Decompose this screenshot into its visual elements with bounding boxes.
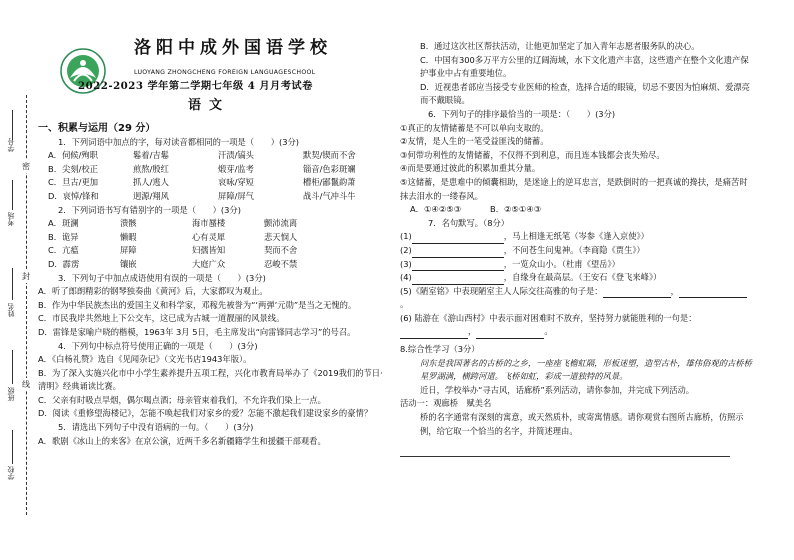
q7-line-6: (6) 陆游在《游山西村》中表示面对困难时不放弃，坚持努力就能胜利的一句是：， 。 — [400, 312, 752, 339]
seal-char-1: 密 — [22, 162, 30, 171]
binding-gutter — [0, 0, 40, 560]
q7-line-4: (4) ，自缘身在最高层。（王安石《登飞来峰》） — [400, 271, 752, 285]
q2-option-b: B．诡异 懒暇 心有灵犀 悲天悯人 — [48, 231, 298, 242]
question-3: 3．下列句子中加点成语使用有误的一项是（ ）(3分) — [58, 272, 266, 283]
school-name: 洛阳中成外国语学校 — [134, 38, 332, 58]
q8-activity-1: 活动一：观廊桥 赋美名 — [400, 398, 492, 409]
school-name-en: LUOYANG ZHONGCHENG FOREIGN LANGUAGESCHOOL — [134, 69, 316, 76]
answer-blank[interactable] — [412, 234, 504, 244]
answer-blank[interactable] — [412, 261, 504, 271]
q3-option-a: A．听了郎朗精彩的钢琴独奏曲《黄河》后，大家都叹为观止。 — [38, 286, 268, 297]
right-column — [400, 40, 752, 457]
q6-options: A．①④②⑤③ B．②⑤①④③ — [410, 204, 542, 215]
q7-line-5: (5)《陋室铭》中表现陋室主人人际交往高雅的句子是： ，。 — [400, 285, 752, 312]
q6-sentence-4: ④而是要通过彼此的积累加重其分量。 — [400, 163, 541, 174]
name-label: 姓名 — [7, 303, 15, 317]
question-6: 6．下列句子的排序最恰当的一项是：（ ）(3分) — [428, 108, 616, 119]
q6-sentence-3: ③何带功利性的友情储蓄，不仅得不到利息，而且连本钱都会丧失殆尽。 — [400, 149, 665, 160]
q8-task: 桥的名字通常有深刻的寓意，或天然质朴，或寄寓情感。请你观赏右图所古廊桥，仿照示例，给它取一个恰当的名字，并简述理由。 — [420, 412, 744, 436]
answer-blank[interactable] — [603, 288, 671, 298]
q1-option-a: A．伺候/殉职 鬈着/吉鬈 汗渍/镐头 默契/锲而不舍 — [48, 150, 356, 161]
subject-title: 语文 — [188, 98, 231, 113]
section-1-heading: 一、积累与运用（29 分） — [38, 123, 156, 134]
q3-option-b: B．作为中华民族杰出的爱国主义和科学家，邓稼先被誉为“‘两弹’元勋”是当之无愧的。 — [38, 299, 357, 310]
question-7: 7．名句默写。（8分） — [428, 217, 510, 228]
question-8: 8.综合性学习（3分） — [400, 344, 480, 355]
answer-blank[interactable] — [679, 288, 747, 298]
question-5: 5．请选出下列句子中没有语病的一句。（ ）(3分) — [58, 422, 254, 433]
question-4: 4．下列句中标点符号使用正确的一项是（ ）(3分) — [58, 340, 258, 351]
exam-room-label: 考场 — [7, 212, 15, 226]
q5-option-b: B．通过这次社区帮扶活动，让他更加坚定了加入青年志愿者服务队的决心。 — [420, 41, 700, 51]
q1-option-d: D．哀悼/锋和 迥源/翔风 屏障/屏气 战斗/气冲斗牛 — [48, 190, 356, 201]
q3-option-c: C．市民我岸共然地上下公交车，这已成为古城一道靓丽的风景线。 — [38, 313, 285, 324]
left-column — [38, 0, 390, 448]
q6-sentence-5: ⑤这储蓄，是患难中的倾囊相助，是迷途上的逆耳忠言，是跌倒时的一把真诚的搀扶，是痛苦时抹去泪水的一缕春风。 — [400, 176, 748, 201]
q7-line-1: (1) ，马上相逢无纸笔（岑参《逢入京使》） — [400, 230, 752, 244]
q4-option-c: C．父亲有时吸点旱烟，偶尔喝点酒；母亲管束着我们，不允许我们染上一点。 — [38, 394, 326, 405]
question-2: 2．下列词语书写有错别字的一项是（ ）(3分) — [58, 204, 241, 215]
q5-option-c: C．中国有300多万平方公里的辽阔海域，水下文化遗产丰富，这些遗产在整个文化遗产保护事业中占有重要地位。 — [420, 54, 749, 79]
answer-line[interactable] — [400, 444, 730, 457]
exam-room-line — [12, 180, 13, 210]
question-1: 1．下列词语中加点的字，每对读音都相同的一项是（ ）(3分) — [58, 136, 300, 147]
q1-option-b: B．尖刻/校正 煎熬/殷红 煅芽/监考 锱音/色彩斑斓 — [48, 163, 356, 174]
class-line — [12, 350, 13, 384]
q3-option-d: D．雷锋是家喻户晓的楷模，1963年 3月 5日，毛主席发出“向雷锋同志学习”的号召。 — [38, 326, 356, 337]
q1-option-c: C．旦古/更加 抓人/逃人 哀咏/穿短 槽柜/鄙鬣韵萧 — [48, 177, 356, 188]
q4-option-b: B．为了深入实施兴化市中小学生素养提升五项工程，兴化市教育局举办了《2019我们的节日·清明》经典诵读比赛。 — [38, 367, 383, 392]
q4-option-a: A．《白杨礼赞》选自《见闻杂记》（文光书店1943年版）。 — [38, 354, 252, 365]
school-line — [12, 430, 13, 464]
q7-line-2: (2) ，不问苍生问鬼神。（李商隐《贾生》） — [400, 244, 752, 258]
student-id-line — [12, 110, 13, 140]
exam-header — [38, 0, 390, 112]
class-label: 班级 — [7, 387, 15, 401]
q7-line-3: (3) ，一览众山小。（杜甫《望岳》） — [400, 258, 752, 272]
school-label: 学校 — [7, 466, 15, 480]
answer-blank[interactable] — [476, 329, 544, 339]
q4-option-d: D．阅读《重修望海楼记》，怎能不唤起我们对家乡的爱？怎能不激起我们建设家乡的豪情？ — [38, 408, 373, 419]
seal-char-2: 封 — [22, 272, 30, 281]
seal-line — [26, 95, 27, 515]
answer-blank[interactable] — [412, 275, 504, 285]
student-id-label: 学号 — [7, 138, 15, 152]
q5-option-a: A．歌剧《冰山上的来客》在京公演，近两千多名新疆籍学生和援疆干部观看。 — [38, 435, 326, 446]
q5-option-d: D．近视患者部应当接受专业医师的检查，选择合适的眼镜，切忌不要因为怕麻烦、爱漂亮而不戴眼镜。 — [420, 81, 750, 106]
q2-option-d: D．霹雳 镶嵌 大庭广众 忍峻不禁 — [48, 258, 298, 269]
q2-option-a: A．斑澜 溃骸 海市蜃楼 颤沛流离 — [48, 218, 298, 229]
q8-passage: 问东是我国著名的古桥的之乡，一座座飞檐虹隔，形板迷塑，造型古朴，雄伟俗观的古桥桥星罗湖满，横跨河道。飞桥如虹，彩成一道独特的风景。 — [420, 357, 752, 382]
answer-blank[interactable] — [400, 329, 468, 339]
q2-option-c: C．亢瘟 屏障 妇孺皆知 契而不舍 — [48, 245, 298, 256]
exam-title: 2022-2023 学年第二学期七年级 4 月月考试卷 — [78, 80, 313, 92]
q8-activity-intro: 近日，学校举办“寻古风，话廊桥”系列活动，请你参加，并完成下列活动。 — [420, 384, 695, 395]
seal-char-3: 线 — [22, 380, 30, 389]
q6-sentence-2: ②友情，是人生的一笔受益匪浅的储蓄。 — [400, 136, 549, 147]
name-line — [12, 268, 13, 300]
q6-sentence-1: ①真正的友情储蓄是不可以单向支取的。 — [400, 122, 549, 133]
answer-blank[interactable] — [412, 248, 504, 258]
